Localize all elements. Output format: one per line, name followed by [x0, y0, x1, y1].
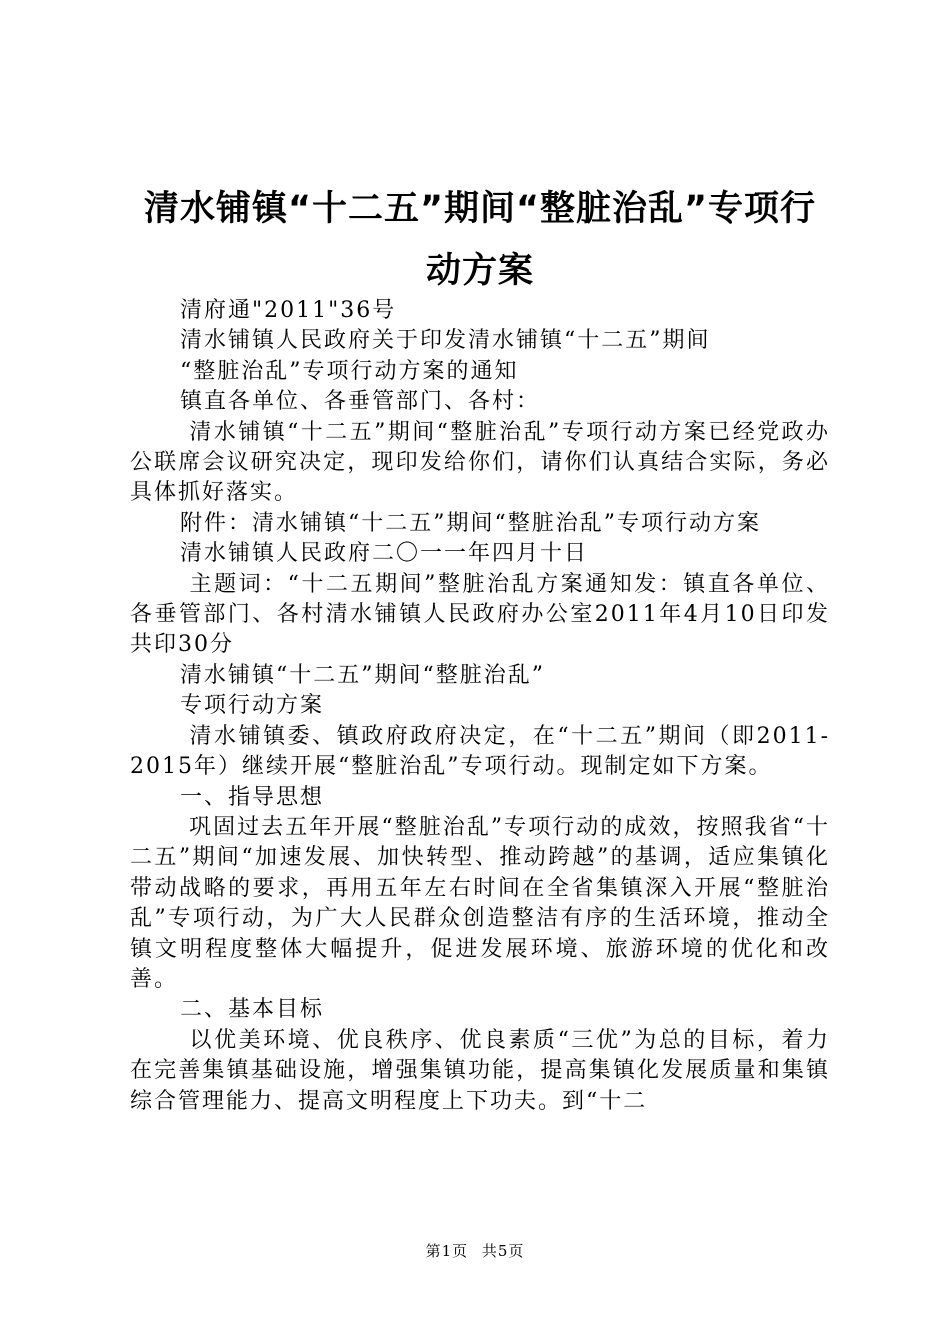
notice-heading-line-2: “整脏治乱”专项行动方案的通知 — [180, 358, 519, 384]
notice-paragraph: 清水铺镇“十二五”期间“整脏治乱”专项行动方案已经党政办公联席会议研究决定，现印发给你们，请你们认真结合实际，务必具体抓好落实。 — [130, 419, 830, 506]
document-body — [130, 296, 830, 1117]
basic-goals-paragraph: 以优美环境、优良秩序、优良素质“三优”为总的目标，着力在完善集镇基础设施，增强集镇功能，提高集镇化发展质量和集镇综合管理能力、提高文明程度上下功夫。到“十二 — [130, 1027, 830, 1114]
issuer-date: 清水铺镇人民政府二〇一一年四月十日 — [180, 541, 589, 567]
page-total: 共5页 — [481, 1242, 525, 1260]
document-title-line-2: 动方案 — [425, 251, 534, 291]
notice-heading-line-1: 清水铺镇人民政府关于印发清水铺镇“十二五”期间 — [180, 328, 711, 354]
recipients: 镇直各单位、各垂管部门、各村： — [180, 389, 541, 415]
plan-intro-paragraph: 清水铺镇委、镇政府政府决定，在“十二五”期间（即2011-2015年）继续开展“整脏治乱”专项行动。现制定如下方案。 — [130, 723, 831, 780]
page-footer — [0, 1240, 950, 1261]
guiding-ideology-paragraph: 巩固过去五年开展“整脏治乱”专项行动的成效，按照我省“十二五”期间“加速发展、加快转型、推动跨越”的基调，适应集镇化带动战略的要求，再用五年左右时间在全省集镇深入开展“整脏治乱”专项行动，为广大人民群众创造整洁有序的生活环境，推动全镇文明程度整体大幅提升，促进发展环境、旅游环境的优化和改善。 — [130, 814, 830, 992]
document-title-line-1: 清水铺镇“十二五”期间“整脏治乱”专项行 — [143, 189, 816, 229]
page-number: 第1页 — [425, 1242, 469, 1260]
plan-heading-line-1: 清水铺镇“十二五”期间“整脏治乱” — [180, 662, 545, 688]
attachment-line: 附件：清水铺镇“十二五”期间“整脏治乱”专项行动方案 — [180, 510, 761, 536]
section-heading-basic-goals: 二、基本目标 — [180, 997, 325, 1023]
section-heading-guiding-ideology: 一、指导思想 — [180, 784, 325, 810]
plan-heading-line-2: 专项行动方案 — [180, 693, 325, 719]
subject-words: 主题词：“十二五期间”整脏治乱方案通知发：镇直各单位、各垂管部门、各村清水铺镇人民政府办公室2011年4月10日印发共印30分 — [130, 571, 830, 658]
document-number: 清府通"2011"36号 — [180, 298, 397, 323]
